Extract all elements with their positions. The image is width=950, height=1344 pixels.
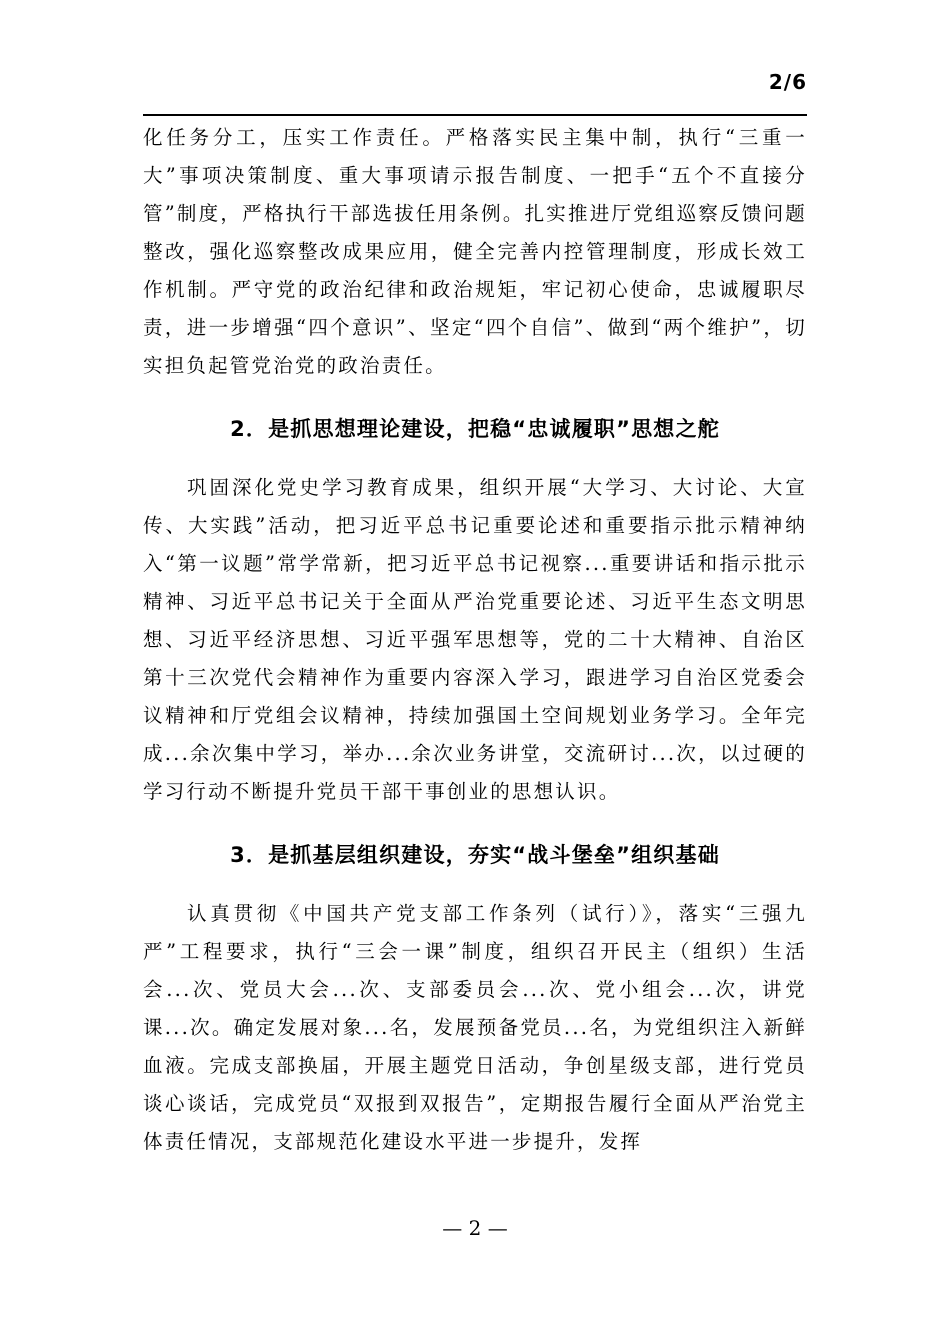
body-paragraph-continuation: 化任务分工，压实工作责任。严格落实民主集中制，执行“三重一大”事项决策制度、重大事项请示报告制度、一把手“五个不直接分管”制度，严格执行干部选拔任用条例。扎实推进厅党组巡察反馈问题整改，强化巡察整改成果应用，健全完善内控管理制度，形成长效工作机制。严守党的政治纪律和政治规矩，牢记初心使命，忠诚履职尽责，进一步增强“四个意识”、坚定“四个自信”、做到“两个维护”，切实担负起管党治党的政治责任。 (143, 126, 807, 377)
section-heading-3: 3．是抓基层组织建设，夯实“战斗堡垒”组织基础 (230, 843, 720, 867)
header-divider (143, 114, 807, 116)
body-paragraph-theory: 巩固深化党史学习教育成果，组织开展“大学习、大讨论、大宣传、大实践”活动，把习近平总书记重要论述和重要指示批示精神纳入“第一议题”常学常新，把习近平总书记视察...重要讲话和指示批示精神、习近平总书记关于全面从严治党重要论述、习近平生态文明思想、习近平经济思想、习近平强军思想等，党的二十大精神、自治区第十三次党代会精神作为重要内容深入学习，跟进学习自治区党委会议精神和厅党组会议精神，持续加强国土空间规划业务学习。全年完成...余次集中学习，举办...余次业务讲堂，交流研讨...次，以过硬的学习行动不断提升党员干部干事创业的思想认识。 (143, 476, 807, 803)
page-number-footer: — 2 — (442, 1216, 508, 1240)
section-heading-2: 2．是抓思想理论建设，把稳“忠诚履职”思想之舵 (230, 417, 720, 441)
page-counter: 2/6 (768, 70, 807, 94)
body-paragraph-organization: 认真贯彻《中国共产党支部工作条列（试行）》，落实“三强九严”工程要求，执行“三会一课”制度，组织召开民主（组织）生活会...次、党员大会...次、支部委员会...次、党小组会...次，讲党课...次。确定发展对象...名，发展预备党员...名，为党组织注入新鲜血液。完成支部换届，开展主题党日活动，争创星级支部，进行党员谈心谈话，完成党员“双报到双报告”，定期报告履行全面从严治党主体责任情况，支部规范化建设水平进一步提升，发挥 (143, 902, 807, 1153)
document-body (143, 119, 807, 1161)
